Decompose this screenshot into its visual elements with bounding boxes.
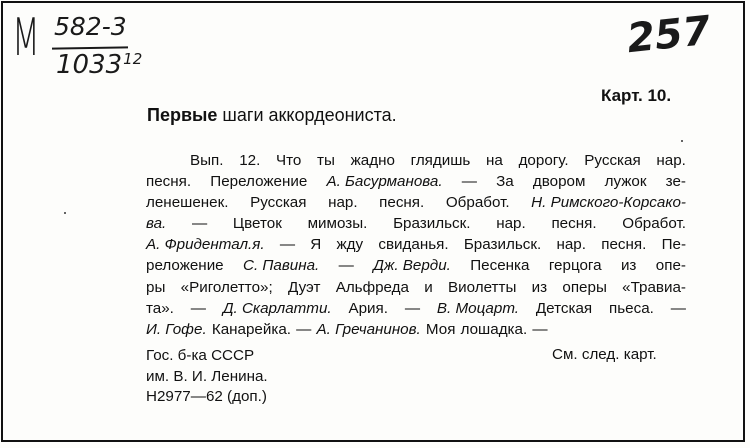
body-line	[146, 192, 686, 213]
scan-speck	[64, 212, 66, 214]
body-word: та».	[146, 299, 174, 317]
body-word: Моя	[425, 320, 456, 338]
body-word: мимозы.	[307, 215, 368, 233]
body-word: Пе-	[661, 236, 686, 254]
contents-description	[146, 150, 686, 340]
body-word: реложение	[146, 257, 224, 275]
handwritten-number: 257	[624, 7, 713, 63]
body-word: глядишь	[410, 152, 471, 169]
body-word: опе-	[655, 257, 686, 275]
body-word: песня.	[601, 236, 647, 254]
body-word: Канарейка.	[211, 320, 291, 338]
body-word: ты	[317, 152, 335, 169]
body-word: нар.	[556, 236, 586, 254]
see-next-card: См. след. карт.	[552, 346, 657, 363]
body-word: нар.	[328, 194, 358, 212]
body-word: Дуэт	[287, 278, 321, 296]
body-word: и	[424, 278, 433, 296]
book-title	[147, 105, 397, 126]
body-word: —	[404, 299, 421, 317]
title-rest: шаги аккордеониста.	[222, 105, 397, 125]
body-word: 12.	[239, 152, 261, 169]
body-word: двором	[532, 173, 586, 191]
body-line	[146, 171, 686, 192]
library-name-line1: Гос. б-ка СССР	[146, 347, 255, 364]
shelfmark-top: 582-3	[54, 12, 127, 41]
body-word: И. Гофе.	[146, 320, 207, 338]
body-word: —	[296, 320, 312, 338]
body-word: С. Павина.	[243, 257, 320, 275]
body-word: Песенка	[470, 257, 530, 275]
body-word: —	[532, 320, 548, 338]
body-word: из	[531, 278, 548, 296]
body-word: зе-	[665, 173, 686, 191]
body-word: Что	[276, 152, 302, 169]
body-word: В. Моцарт.	[436, 299, 520, 317]
card-footer	[146, 346, 268, 408]
body-word: Я	[310, 236, 322, 254]
shelfmark-letter: М	[12, 8, 40, 68]
body-word: песня.	[551, 215, 597, 233]
body-word: —	[279, 236, 296, 254]
body-word: Детская	[535, 299, 593, 317]
library-name-line2: им. В. И. Ленина.	[146, 367, 268, 385]
body-word: Н. Римского-Корсако-	[531, 194, 686, 212]
body-word: А. Гречанинов.	[316, 320, 421, 338]
body-line	[146, 298, 686, 319]
body-word: «Риголетто»;	[180, 278, 273, 296]
body-word: жадно	[350, 152, 395, 169]
scan-speck	[681, 140, 683, 142]
shelfmark-bottom	[56, 50, 142, 80]
body-word: оперы	[562, 278, 607, 296]
body-word: —	[670, 299, 686, 317]
title-first-word: Первые	[147, 105, 218, 125]
body-word: жду	[336, 236, 364, 254]
body-word: нар.	[496, 215, 526, 233]
body-word: А. Басурманова.	[326, 173, 443, 191]
body-word: За	[496, 173, 514, 191]
body-word: Дж. Верди.	[373, 257, 451, 275]
body-word: пьеса.	[609, 299, 654, 317]
body-word: песня.	[379, 194, 425, 212]
body-word: ры	[146, 278, 166, 296]
shelfmark-bottom-number: 1033	[56, 50, 123, 80]
body-word: А. Фридентал.я.	[146, 236, 265, 254]
body-word: Ария.	[348, 299, 388, 317]
body-word: нар.	[656, 152, 686, 169]
body-word: —	[192, 215, 208, 233]
body-word: «Травиа-	[622, 278, 686, 296]
body-word: дорогу.	[518, 152, 569, 169]
body-word: —	[338, 257, 354, 275]
body-word: Альфреда	[335, 278, 409, 296]
body-word: Обработ.	[622, 215, 686, 233]
body-word: Бразильск.	[463, 236, 542, 254]
body-word: Русская	[250, 194, 307, 212]
body-word: Бразильск.	[393, 215, 471, 233]
body-word: ва.	[146, 215, 167, 233]
order-number: Н2977—62 (доп.)	[146, 388, 267, 405]
body-word: Д. Скарлатти.	[222, 299, 332, 317]
body-line	[146, 234, 686, 255]
body-word: ленешенек.	[146, 194, 229, 212]
body-word: песня.	[146, 173, 192, 191]
body-line	[146, 213, 686, 234]
body-line	[146, 255, 686, 276]
body-word: герцога	[548, 257, 602, 275]
body-line	[146, 150, 686, 171]
body-word: Обработ.	[445, 194, 510, 212]
body-word: —	[461, 173, 477, 191]
body-word: Цветок	[232, 215, 282, 233]
body-word: —	[190, 299, 206, 317]
body-word: свиданья.	[378, 236, 449, 254]
body-line	[146, 319, 686, 340]
body-word: Виолетты	[448, 278, 517, 296]
body-line	[146, 277, 686, 298]
body-word: Вып.	[190, 152, 224, 169]
body-word: на	[486, 152, 503, 169]
body-word: лошадка.	[460, 320, 528, 338]
body-word: Русская	[584, 152, 641, 169]
body-word: из	[620, 257, 637, 275]
body-word: лужок	[604, 173, 647, 191]
body-word: Переложение	[210, 173, 308, 191]
shelfmark-bottom-sup: 12	[123, 50, 143, 68]
card-number-label: Карт. 10.	[601, 86, 672, 105]
